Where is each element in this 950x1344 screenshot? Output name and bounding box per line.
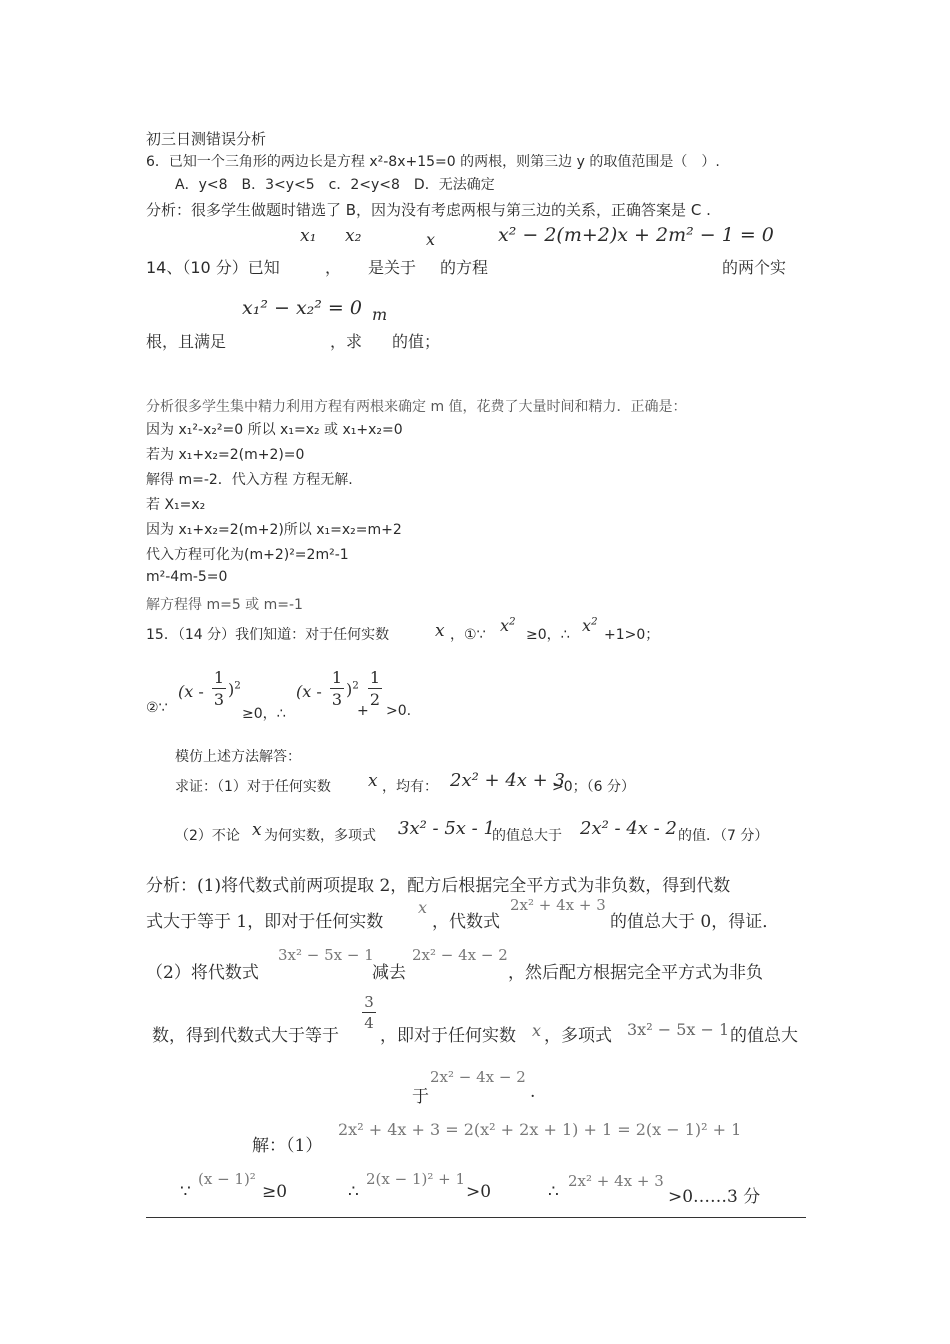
q14-condition: x₁² − x₂² = 0 (242, 297, 362, 319)
q15-paren-close-1: )$^2$ (228, 679, 241, 699)
q15-analysis-fraction-3-4: 3 4 (362, 993, 376, 1032)
q14-analysis-line: 分析很多学生集中精力利用方程有两根来确定 m 值，花费了大量时间和精力．正确是： (146, 399, 687, 415)
q15-part2-b: 为何实数，多项式 (264, 828, 376, 844)
q15-analysis-4b: . (530, 1082, 536, 1102)
therefore-symbol-2: ∴ (548, 1182, 559, 1202)
because-symbol: ∵ (180, 1182, 191, 1202)
q15-analysis-2a: （2）将代数式 (146, 963, 259, 983)
q15-analysis-1b: 式大于等于 1，即对于任何实数 (146, 912, 384, 932)
q15-th1-expr: (x − 1)² (198, 1170, 256, 1188)
q15-part2-d: 的值．（7 分） (678, 828, 769, 844)
q15-solution-expr: 2x² + 4x + 3 = 2(x² + 2x + 1) + 1 = 2(x − 1)² + 1 (338, 1120, 742, 1139)
q15-x-squared-2: $x^2$ (582, 615, 598, 635)
q14-analysis-line: 解方程得 m=5 或 m=-1 (146, 597, 303, 613)
q15-th3-expr: 2x² + 4x + 3 (568, 1172, 664, 1190)
q15-line2-b: ≥0，∴ (242, 706, 286, 722)
q15-analysis-3d: 的值总大 (730, 1026, 798, 1046)
q14-analysis-line: 因为 x₁²-x₂²=0 所以 x₁=x₂ 或 x₁+x₂=0 (146, 422, 403, 438)
q15-analysis-2-expr2: 2x² − 4x − 2 (412, 946, 508, 964)
q14-analysis-line: 若 X₁=x₂ (146, 497, 206, 513)
q15-analysis-1d: 的值总大于 0，得证． (610, 912, 780, 932)
q14-analysis-line: 若为 x₁+x₂=2(m+2)=0 (146, 447, 305, 463)
q15-line1-a: 15．（14 分）我们知道：对于任何实数 (146, 627, 390, 643)
q15-analysis-1a: 分析：(1)将代数式前两项提取 2，配方后根据完全平方式为非负数，得到代数 (146, 876, 731, 896)
q15-analysis-2-expr1: 3x² − 5x − 1 (278, 946, 374, 964)
q14-analysis-line: 因为 x₁+x₂=2(m+2)所以 x₁=x₂=m+2 (146, 522, 402, 538)
q15-part2-expr1: 3x² - 5x - 1 (398, 818, 495, 839)
q15-paren-expr-1: (x - (178, 682, 204, 701)
q15-line1-c: ≥0，∴ (526, 627, 570, 643)
q15-part2-expr2: 2x² - 4x - 2 (580, 818, 677, 839)
q15-line1-x: x (435, 621, 445, 641)
q6-options: A．y<8 B．3<y<5 c．2<y<8 D．无法确定 (175, 177, 495, 193)
q15-analysis-4-expr: 2x² − 4x − 2 (430, 1068, 526, 1086)
q15-paren-close-2: )$^2$ (346, 679, 359, 699)
q15-th2-expr: 2(x − 1)² + 1 (366, 1170, 466, 1188)
q15-analysis-2b: 减去 (372, 963, 406, 983)
q15-prove-x: x (368, 771, 378, 791)
q15-imitate: 模仿上述方法解答： (175, 749, 301, 765)
q14-math-x2: x₂ (345, 226, 362, 246)
q15-analysis-3b: ，即对于任何实数 (380, 1026, 516, 1046)
q14-analysis-line: 解得 m=-2．代入方程 方程无解. (146, 472, 353, 488)
q15-analysis-4a: 于 (412, 1087, 429, 1107)
q15-analysis-3-expr: 3x² − 5x − 1 (627, 1020, 730, 1039)
q14-suffix: 的两个实 (722, 258, 787, 277)
q15-line2-c: + (357, 703, 369, 719)
q14-equation: x² − 2(m+2)x + 2m² − 1 = 0 (498, 224, 774, 246)
q14-analysis-line: m²-4m-5=0 (146, 569, 228, 585)
q15-line2-a: ②∵ (146, 700, 168, 716)
q15-x-squared: $x^2$ (500, 615, 516, 635)
page-title: 初三日测错误分析 (146, 130, 267, 148)
q15-paren-expr-2: (x - (296, 682, 322, 701)
q15-analysis-2c: ，然后配方根据完全平方式为非负 (508, 963, 763, 983)
q15-part2-c: 的值总大于 (492, 828, 562, 844)
q14-mid1: 是关于 (368, 258, 417, 277)
q15-analysis-3c: ，多项式 (544, 1026, 612, 1046)
q15-th1-b: ≥0 (262, 1182, 288, 1202)
q15-fraction-1-3: 1 3 (213, 668, 225, 709)
q15-fraction-1-3-b: 1 3 (331, 668, 343, 709)
q15-analysis-3-x: x (532, 1021, 542, 1040)
q15-analysis-expr: 2x² + 4x + 3 (510, 896, 606, 914)
q14-math-m: m (372, 305, 388, 324)
q14-analysis-line: 代入方程可化为(m+2)²=2m²-1 (146, 547, 349, 563)
q15-part2-a: （2）不论 (175, 828, 240, 844)
q14-line2-a: 根，且满足 (146, 332, 227, 351)
q14-math-x1: x₁ (300, 226, 317, 246)
q14-mid2: 的方程 (440, 258, 489, 277)
q15-prove-expr: 2x² + 4x + 3 (450, 770, 565, 791)
bottom-divider (146, 1217, 806, 1218)
q15-analysis-x: x (418, 898, 428, 917)
q14-math-x: x (426, 230, 436, 249)
q14-line2-c: 的值； (392, 332, 441, 351)
q15-line1-b: ，①∵ (450, 627, 486, 643)
q15-prove-b: ，均有： (382, 779, 438, 795)
q15-line1-d: +1>0； (604, 627, 660, 643)
q15-analysis-3a: 数，得到代数式大于等于 (152, 1026, 339, 1046)
q14-comma: ， (325, 258, 342, 277)
q15-prove-c: >0；（6 分） (552, 779, 635, 795)
therefore-symbol: ∴ (348, 1182, 359, 1202)
q14-prefix: 14、（10 分）已知 (146, 258, 280, 277)
q15-prove-a: 求证：（1）对于任何实数 (175, 779, 331, 795)
q15-th2-b: >0 (466, 1182, 492, 1202)
q15-part2-x: x (252, 820, 262, 840)
q15-fraction-1-2: 1 2 (369, 668, 381, 709)
q6-stem: 6．已知一个三角形的两边长是方程 x²-8x+15=0 的两根，则第三边 y 的取值范围是（ ）. (146, 154, 720, 170)
q14-line2-b: ，求 (330, 332, 363, 351)
q15-line2-d: >0. (386, 703, 412, 719)
q15-solution-label: 解：（1） (252, 1136, 323, 1156)
q6-analysis: 分析：很多学生做题时错选了 B，因为没有考虑两根与第三边的关系，正确答案是 C . (146, 201, 711, 219)
q15-th3-b: >0……3 分 (668, 1187, 761, 1207)
q15-analysis-1c: ，代数式 (432, 912, 500, 932)
